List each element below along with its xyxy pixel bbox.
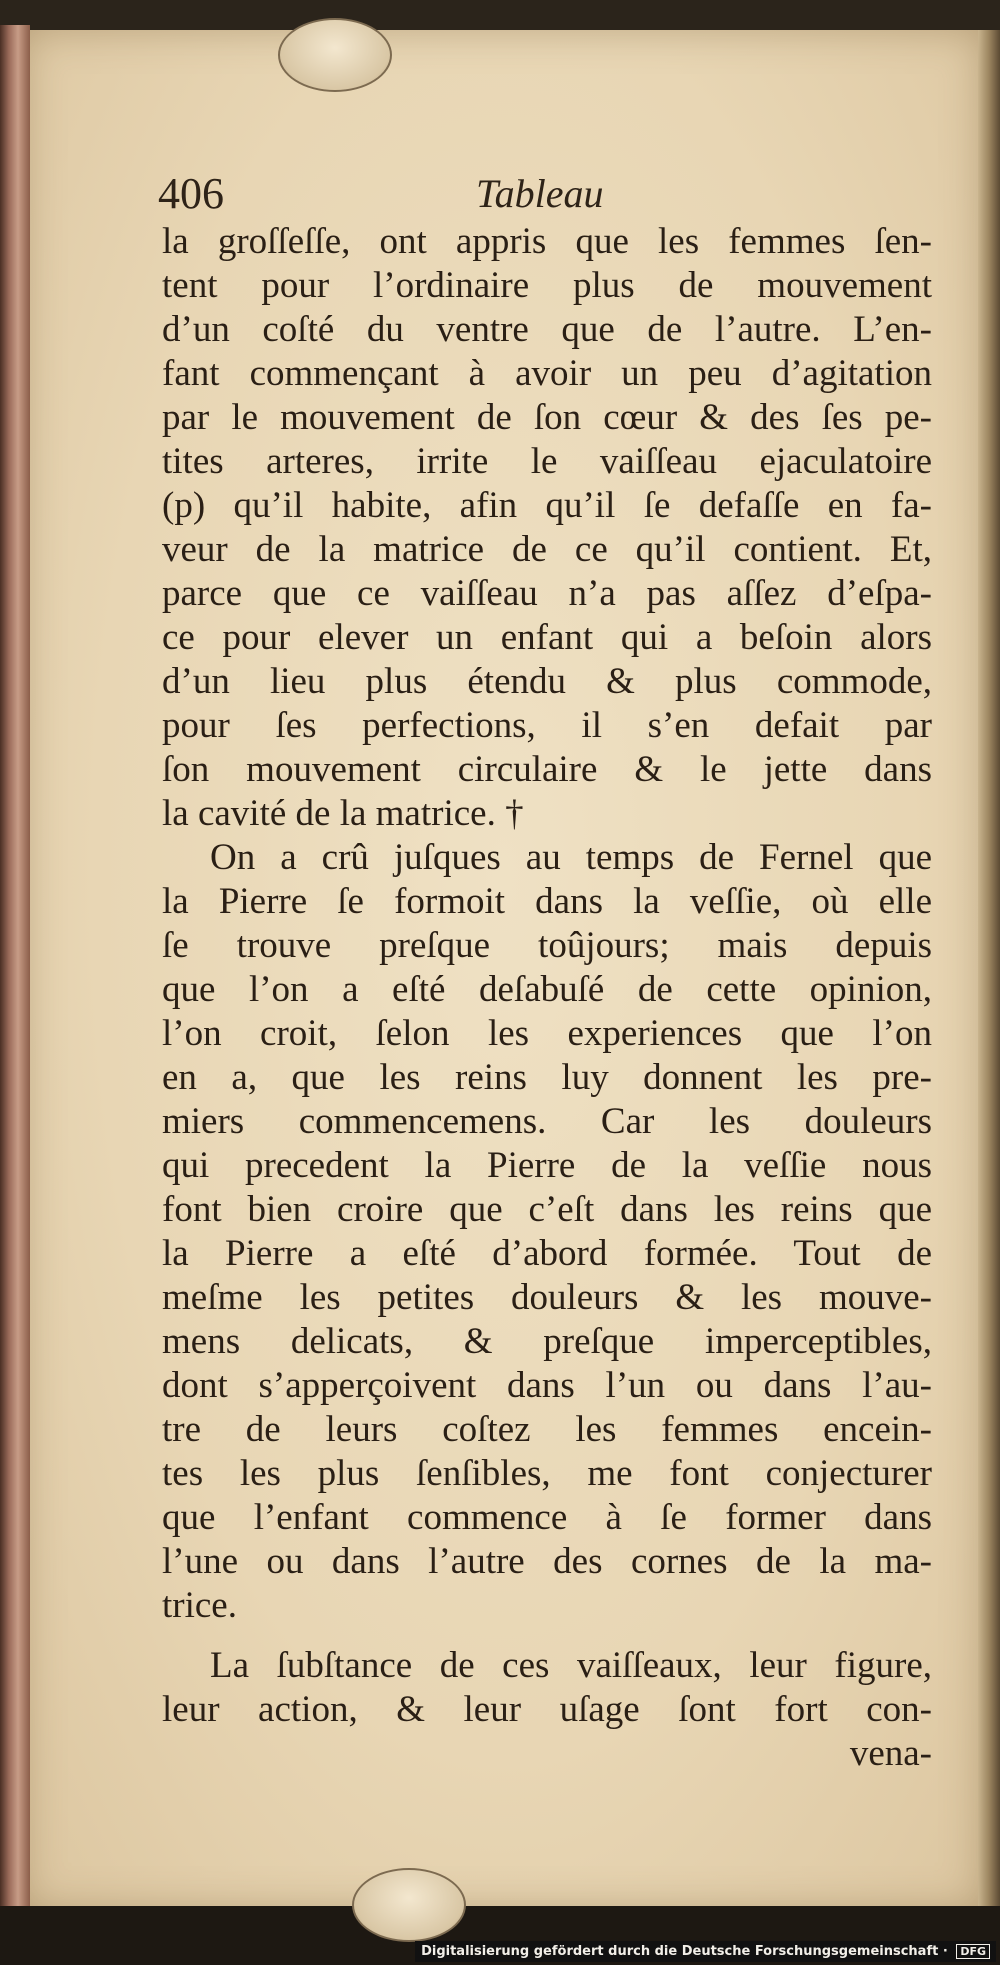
text-line: tent pour l’ordinaire plus de mouvement xyxy=(162,265,932,306)
body-text xyxy=(162,220,932,1776)
text-line: la Pierre ſe formoit dans la veſſie, où elle xyxy=(162,881,932,922)
credit-text: Digitalisierung gefördert durch die Deutsche Forschungsgemeinschaft · xyxy=(421,1944,948,1959)
text-line: que l’enfant commence à ſe former dans xyxy=(162,1497,932,1538)
book-fore-edge xyxy=(978,30,1000,1910)
text-line: fant commençant à avoir un peu d’agitation xyxy=(162,353,932,394)
text-line: leur action, & leur uſage ſont fort con- xyxy=(162,1689,932,1730)
text-line: la cavité de la matrice. † xyxy=(162,793,524,834)
text-line: qui precedent la Pierre de la veſſie nous xyxy=(162,1145,932,1186)
book-left-edge xyxy=(0,25,30,1915)
digitization-credit xyxy=(415,1941,996,1962)
text-line: ſe trouve preſque toûjours; mais depuis xyxy=(162,925,932,966)
catchword: vena- xyxy=(849,1733,932,1774)
text-line: La ſubſtance de ces vaiſſeaux, leur figure, xyxy=(210,1645,932,1686)
text-line: l’on croit, ſelon les experiences que l’on xyxy=(162,1013,932,1054)
text-line: la Pierre a eſté d’abord formée. Tout de xyxy=(162,1233,932,1274)
text-line: On a crû juſques au temps de Fernel que xyxy=(210,837,932,878)
text-line: parce que ce vaiſſeau n’a pas aſſez d’eſpa- xyxy=(162,573,932,614)
text-line: par le mouvement de ſon cœur & des ſes pe- xyxy=(162,397,932,438)
text-line: miers commencemens. Car les douleurs xyxy=(162,1101,932,1142)
text-line: dont s’apperçoivent dans l’un ou dans l’au- xyxy=(162,1365,932,1406)
paragraph xyxy=(162,220,932,836)
text-line: ce pour elever un enfant qui a beſoin alors xyxy=(162,617,932,658)
paragraph xyxy=(162,836,932,1628)
bottom-clamp xyxy=(352,1868,466,1942)
top-clamp xyxy=(278,18,392,92)
text-line: mens delicats, & preſque imperceptibles, xyxy=(162,1321,932,1362)
text-line: que l’on a eſté deſabuſé de cette opinion, xyxy=(162,969,932,1010)
text-line: tre de leurs coſtez les femmes encein- xyxy=(162,1409,932,1450)
top-strip xyxy=(0,0,1000,32)
text-line: ſon mouvement circulaire & le jette dans xyxy=(162,749,932,790)
text-line: d’un lieu plus étendu & plus commode, xyxy=(162,661,932,702)
page-number: 406 xyxy=(158,169,224,218)
text-line: pour ſes perfections, il s’en defait par xyxy=(162,705,932,746)
text-line: font bien croire que c’eſt dans les reins que xyxy=(162,1189,932,1230)
text-line: trice. xyxy=(162,1585,237,1626)
text-line: meſme les petites douleurs & les mouve- xyxy=(162,1277,932,1318)
text-line: la groſſeſſe, ont appris que les femmes ſen- xyxy=(162,221,932,262)
running-head: Tableau xyxy=(476,171,604,216)
text-line: l’une ou dans l’autre des cornes de la ma- xyxy=(162,1541,932,1582)
page-header xyxy=(158,168,928,228)
text-line: tes les plus ſenſibles, me font conjecturer xyxy=(162,1453,932,1494)
text-line: (p) qu’il habite, afin qu’il ſe defaſſe en fa- xyxy=(162,485,932,526)
text-line: d’un coſté du ventre que de l’autre. L’en- xyxy=(162,309,932,350)
text-line: tites arteres, irrite le vaiſſeau ejaculatoire xyxy=(162,441,932,482)
text-line: veur de la matrice de ce qu’il contient. Et, xyxy=(162,529,932,570)
text-line: en a, que les reins luy donnent les pre- xyxy=(162,1057,932,1098)
dfg-logo-badge: DFG xyxy=(956,1944,990,1959)
paragraph xyxy=(162,1644,932,1732)
